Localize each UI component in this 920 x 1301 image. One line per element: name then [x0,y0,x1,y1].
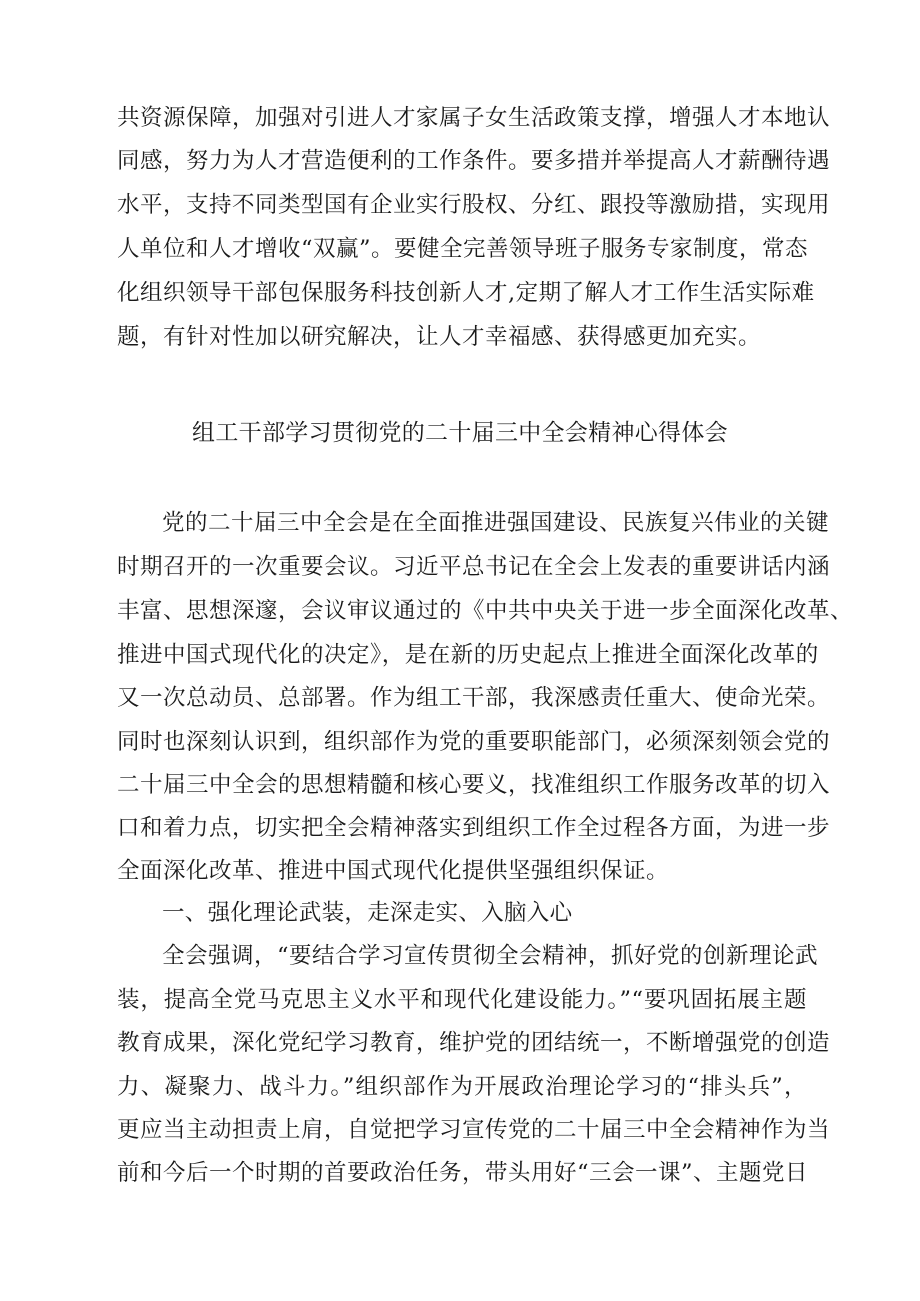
paragraph-line: 力、凝聚力、战斗力。”组织部作为开展政治理论学习的“排头兵”， [117,1074,807,1100]
paragraph-line: 二十届三中全会的思想精髓和核心要义，找准组织工作服务改革的切入 [117,772,831,798]
section-heading: 一、强化理论武装，走深走实、入脑入心 [162,900,573,926]
paragraph-line: 化组织领导干部包保服务科技创新人才,定期了解人才工作生活实际难 [117,280,815,306]
paragraph-line: 装，提高全党马克思主义水平和现代化建设能力。”“要巩固拓展主题 [117,987,807,1013]
paragraph-line: 水平，支持不同类型国有企业实行股权、分红、跟投等激励措，实现用 [117,192,831,218]
paragraph-line: 人单位和人才增收“双赢”。要健全完善领导班子服务专家制度，常态 [117,236,809,262]
paragraph-line: 更应当主动担责上肩，自觉把学习宣传党的二十届三中全会精神作为当 [117,1117,831,1143]
paragraph-line: 又一次总动员、总部署。作为组工干部，我深感责任重大、使命光荣。 [117,685,831,711]
paragraph-line: 丰富、思想深邃，会议审议通过的《中共中央关于进一步全面深化改革、 [117,598,854,624]
paragraph-line: 时期召开的一次重要会议。习近平总书记在全会上发表的重要讲话内涵 [117,554,831,580]
paragraph-line: 前和今后一个时期的首要政治任务，带头用好“三会一课”、主题党日 [117,1160,809,1186]
paragraph-line: 口和着力点，切实把全会精神落实到组织工作全过程各方面，为进一步 [117,815,831,841]
paragraph-line: 推进中国式现代化的决定》，是在新的历史起点上推进全面深化改革的 [117,642,819,668]
paragraph-line: 全面深化改革、推进中国式现代化提供坚强组织保证。 [117,858,670,884]
paragraph-line: 题，有针对性加以研究解决，让人才幸福感、获得感更加充实。 [117,324,762,350]
paragraph-line: 共资源保障，加强对引进人才家属子女生活政策支撑，增强人才本地认 [117,105,831,131]
paragraph-line: 党的二十届三中全会是在全面推进强国建设、民族复兴伟业的关键 [162,510,830,536]
paragraph-line: 同时也深刻认识到，组织部作为党的重要职能部门，必须深刻领会党的 [117,729,831,755]
paragraph-line: 教育成果，深化党纪学习教育，维护党的团结统一，不断增强党的创造 [117,1030,831,1056]
article-title: 组工干部学习贯彻党的二十届三中全会精神心得体会 [192,420,728,446]
paragraph-line: 全会强调，“要结合学习宣传贯彻全会精神，抓好党的创新理论武 [162,943,819,969]
paragraph-line: 同感，努力为人才营造便利的工作条件。要多措并举提高人才薪酬待遇 [117,148,831,174]
